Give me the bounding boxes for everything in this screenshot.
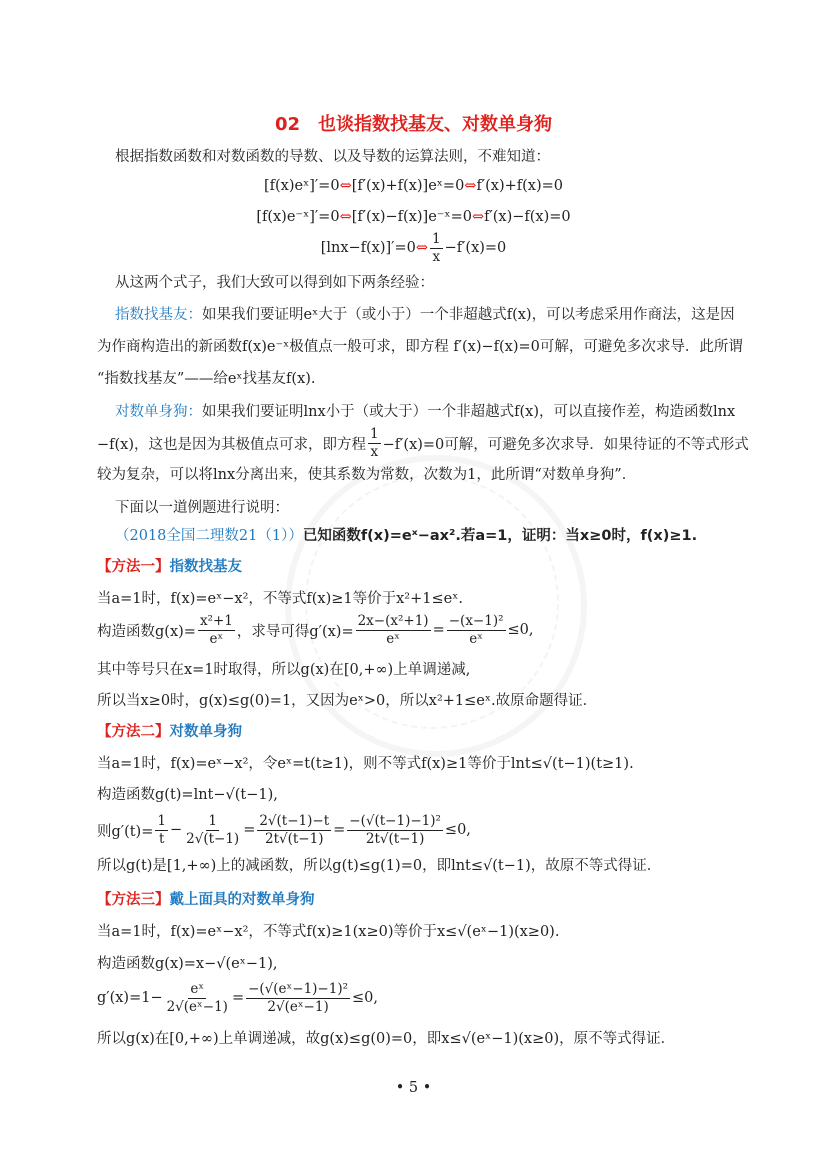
text-run: [f(x)e⁻ˣ]′=0 <box>256 209 340 225</box>
text-run: f′(x)−f(x)=0 <box>484 209 571 225</box>
text-run: 较为复杂，可以将lnx分离出来，使其系数为常数，次数为1，此所谓“对数单身狗”． <box>97 466 637 483</box>
highlight-blue-text: 指数找基友： <box>115 306 202 323</box>
text-run: [f(x)eˣ]′=0 <box>263 178 340 194</box>
text-run: f′(x)+f(x)=0 <box>476 178 563 194</box>
highlight-red-text: 【方法三】 <box>97 891 170 908</box>
highlight-red-text: 【方法二】 <box>97 723 170 740</box>
fraction-numerator: 1 <box>208 812 217 829</box>
method-2-line <box>97 773 278 813</box>
text-run: 所以g(x)在[0,+∞)上单调递减，故g(x)≤g(0)=0，即x≤√(eˣ−1)(x≥0)，原不等式得证． <box>97 1030 676 1047</box>
highlight-blue-text: （2018全国二理数21（1）） <box>115 527 303 544</box>
text-run: ≤0, <box>352 990 378 1006</box>
fraction <box>184 813 241 848</box>
fraction-denominator: 2t√(t−1) <box>365 830 425 847</box>
fraction-denominator: 2t√(t−1) <box>265 830 324 847</box>
highlight-blue-text: 对数单身狗： <box>115 403 202 420</box>
fraction <box>155 813 168 848</box>
highlight-blue-text: 戴上面具的对数单身狗 <box>169 891 315 908</box>
text-run: • 5 • <box>395 1080 432 1096</box>
text-run: 当a=1时，f(x)=eˣ−x²，令eˣ=t(t≥1)，则不等式f(x)≥1等价于lnt≤√(t−1)(t≥1). <box>97 755 634 772</box>
fraction-numerator: 2x−(x²+1) <box>357 612 429 629</box>
fraction <box>447 613 506 648</box>
fraction-numerator: 1 <box>370 425 379 442</box>
text-run: 根据指数函数和对数函数的导数、以及导数的运算法则，不难知道： <box>115 148 550 165</box>
fraction <box>246 981 350 1016</box>
fraction-numerator: −(x−1)² <box>448 612 504 629</box>
fraction-denominator: 2√(eˣ−1) <box>166 998 228 1015</box>
highlight-red-text: ⇔ <box>415 240 429 256</box>
fraction <box>198 613 235 648</box>
text-run: = <box>243 822 256 838</box>
highlight-red-text: ⇔ <box>471 209 485 225</box>
highlight-blue-text: 对数单身狗 <box>169 723 242 740</box>
fraction <box>165 981 230 1016</box>
fraction <box>356 613 431 648</box>
text-run: = <box>231 990 245 1006</box>
highlight-red-text: 【方法一】 <box>97 558 170 575</box>
fraction-numerator: −(√(eˣ−1)−1)² <box>248 980 348 997</box>
text-run: 构造函数g(t)=lnt−√(t−1), <box>97 786 278 803</box>
highlight-red-text: ⇔ <box>339 178 352 194</box>
text-run: 构造函数g(x)=x−√(eˣ−1), <box>97 955 278 972</box>
text-run: −f′(x)=0 <box>444 240 507 256</box>
text-run: 从这两个式子，我们大致可以得到如下两条经验： <box>115 274 434 291</box>
text-run: 当a=1时，f(x)=eˣ−x²，不等式f(x)≥1(x≥0)等价于x≤√(eˣ−1)(x≥0). <box>97 923 560 940</box>
fraction-denominator: eˣ <box>386 630 400 647</box>
text-run: 为作商构造出的新函数f(x)e⁻ˣ极值点一般可求，即方程 f′(x)−f(x)=0可解，可避免多次求导．此所谓 <box>97 338 743 355</box>
fraction-denominator: 2√(eˣ−1) <box>267 998 329 1015</box>
fraction-numerator: −(√(t−1)−1)² <box>349 812 441 829</box>
text-run: = <box>432 622 445 638</box>
fraction-numerator: eˣ <box>190 980 205 997</box>
highlight-red-text: 02 也谈指数找基友、对数单身狗 <box>274 114 553 135</box>
fraction-numerator: x²+1 <box>199 612 233 629</box>
highlight-red-text: ⇔ <box>464 178 477 194</box>
fraction-denominator: x <box>432 248 441 265</box>
text-run: ≤0, <box>444 822 471 838</box>
text-run: 如果我们要证明eˣ大于（或小于）一个非超越式f(x)，可以考虑采用作商法，这是因 <box>202 306 735 323</box>
text-run: 下面以一道例题进行说明： <box>115 499 289 516</box>
highlight-red-text: ⇔ <box>339 209 352 225</box>
text-run: “指数找基友”——给eˣ找基友f(x). <box>97 370 316 387</box>
text-run: 所以g(t)是[1,+∞)上的减函数，所以g(t)≤g(1)=0，即lnt≤√(t−1)，故原不等式得证． <box>97 857 662 874</box>
text-run: [lnx−f(x)]′=0 <box>320 240 416 256</box>
text-run: [f′(x)−f(x)]e⁻ˣ=0 <box>351 209 472 225</box>
fraction-denominator: x <box>370 443 379 460</box>
text-run: 已知函数f(x)=eˣ−ax².若a=1，证明：当x≥0时，f(x)≥1. <box>302 527 698 544</box>
text-run: − <box>169 822 183 838</box>
text-run: 构造函数g(x)= <box>97 623 196 640</box>
fraction-numerator: 1 <box>432 230 441 247</box>
fraction-numerator: 1 <box>157 812 166 829</box>
text-run: 如果我们要证明lnx小于（或大于）一个非超越式f(x)，可以直接作差，构造函数lnx <box>202 403 736 420</box>
fraction-denominator: 2√(t−1) <box>186 830 240 847</box>
text-run: = <box>333 822 346 838</box>
text-run: −f(x)，这也是因为其极值点可求，即方程 <box>97 436 367 453</box>
fraction-denominator: eˣ <box>209 630 224 647</box>
text-run: 当a=1时，f(x)=eˣ−x²，不等式f(x)≥1等价于x²+1≤eˣ. <box>97 590 463 607</box>
text-run: 其中等号只在x=1时取得，所以g(x)在[0,+∞)上单调递减, <box>97 661 471 678</box>
text-run: 则g′(t)= <box>97 823 154 840</box>
method-1-line <box>97 610 534 650</box>
page-number <box>0 1068 827 1108</box>
fraction-denominator: t <box>158 830 165 847</box>
text-run: ，求导可得g′(x)= <box>236 623 354 640</box>
method-3-line <box>97 978 378 1018</box>
method-3-line <box>97 1017 675 1057</box>
fraction-denominator: eˣ <box>469 630 483 647</box>
fraction-numerator: 2√(t−1)−t <box>259 812 330 829</box>
method-3-line <box>97 942 278 982</box>
fraction <box>257 813 331 848</box>
text-run: g′(x)=1− <box>97 990 163 1006</box>
text-run: −f′(x)=0可解，可避免多次求导．如果待证的不等式形式 <box>382 436 749 453</box>
highlight-blue-text: 指数找基友 <box>169 558 242 575</box>
text-run: [f′(x)+f(x)]eˣ=0 <box>351 178 465 194</box>
fraction <box>347 813 443 848</box>
text-run: ≤0, <box>507 622 534 638</box>
text-run: 所以当x≥0时，g(x)≤g(0)=1，又因为eˣ>0，所以x²+1≤eˣ.故原命题得证． <box>97 692 598 709</box>
